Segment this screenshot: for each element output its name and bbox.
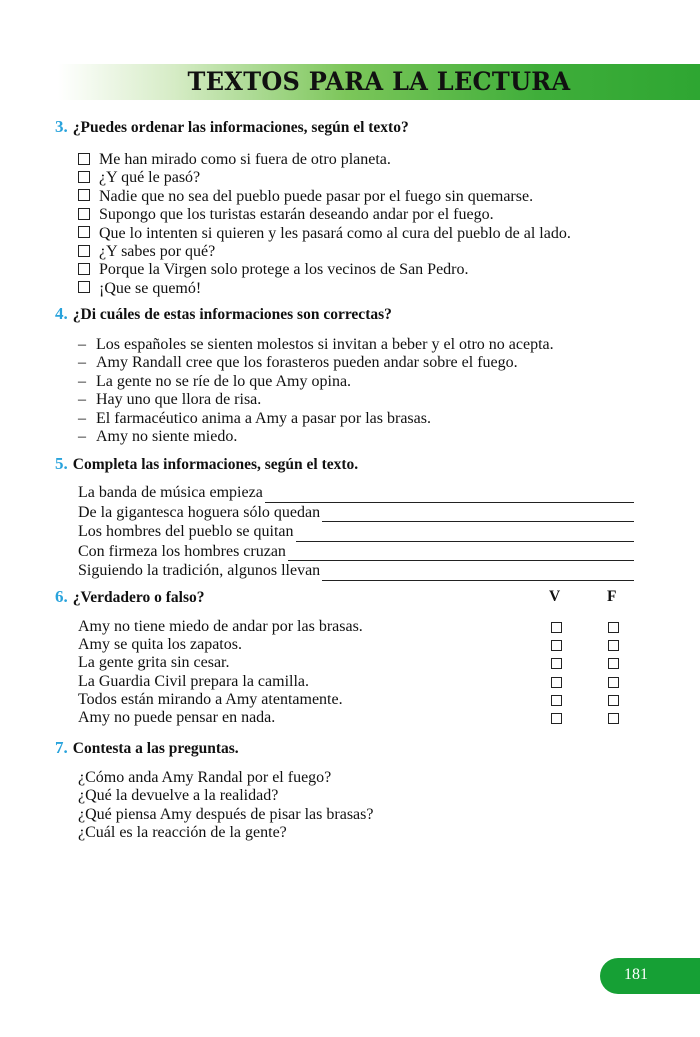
fill-in-row: [78, 503, 634, 523]
question-3: [55, 117, 655, 298]
dash-bullet: –: [78, 409, 86, 427]
list-item: [78, 824, 655, 842]
question-7: [55, 738, 655, 843]
item-text: Supongo que los turistas estarán deseando andar por el fuego.: [99, 206, 494, 224]
true-checkbox[interactable]: [551, 713, 562, 724]
true-false-row: [78, 636, 635, 654]
true-checkbox[interactable]: [551, 658, 562, 669]
item-text: Amy no siente miedo.: [96, 428, 238, 446]
list-item: [78, 769, 655, 787]
list-item: [78, 428, 655, 446]
statement-text: La gente grita sin cesar.: [78, 654, 230, 672]
statement-text: Amy se quita los zapatos.: [78, 636, 242, 654]
question-number: 5.: [55, 454, 68, 473]
answer-line[interactable]: [322, 506, 634, 522]
dash-bullet: –: [78, 372, 86, 390]
checkbox[interactable]: [78, 153, 90, 165]
question-number: 4.: [55, 304, 68, 323]
item-text: La gente no se ríe de lo que Amy opina.: [96, 372, 352, 390]
item-text: ¿Cuál es la reacción de la gente?: [78, 824, 287, 842]
false-checkbox[interactable]: [608, 622, 619, 633]
list-item: [78, 280, 655, 298]
item-text: Amy Randall cree que los forasteros pueden andar sobre el fuego.: [96, 354, 518, 372]
answer-line[interactable]: [288, 545, 634, 561]
question-text: ¿Puedes ordenar las informaciones, según el texto?: [72, 119, 409, 136]
true-checkbox[interactable]: [551, 640, 562, 651]
item-text: Los españoles se sienten molestos si invitan a beber y el otro no acepta.: [96, 336, 554, 353]
item-text: Nadie que no sea del pueblo puede pasar por el fuego sin quemarse.: [99, 187, 534, 205]
answer-line[interactable]: [322, 565, 634, 581]
question-6: [55, 587, 635, 727]
dash-bullet: –: [78, 354, 86, 372]
list-item: [78, 391, 655, 409]
question-5-heading: [55, 454, 655, 475]
list-item: [78, 336, 655, 354]
false-checkbox[interactable]: [608, 713, 619, 724]
question-4-heading: [55, 304, 655, 325]
list-item: [78, 188, 655, 206]
checkbox[interactable]: [78, 208, 90, 220]
question-7-heading: [55, 738, 655, 759]
true-false-row: [78, 654, 635, 672]
false-checkbox[interactable]: [608, 695, 619, 706]
item-text: Que lo intenten si quieren y les pasará como al cura del pueblo de al lado.: [99, 224, 571, 242]
list-item: [78, 151, 655, 169]
question-5: [55, 454, 655, 581]
true-checkbox[interactable]: [551, 622, 562, 633]
item-text: ¿Y sabes por qué?: [99, 243, 216, 261]
question-text: Contesta a las preguntas.: [72, 740, 239, 757]
question-number: 7.: [55, 738, 68, 757]
false-checkbox[interactable]: [608, 658, 619, 669]
false-checkbox[interactable]: [608, 640, 619, 651]
false-checkbox[interactable]: [608, 677, 619, 688]
true-false-row: [78, 673, 635, 691]
true-checkbox[interactable]: [551, 677, 562, 688]
section-header-bar: [58, 64, 700, 100]
list-item: [78, 169, 655, 187]
item-text: Me han mirado como si fuera de otro planeta.: [99, 151, 391, 168]
list-item: [78, 410, 655, 428]
item-text: ¿Cómo anda Amy Randal por el fuego?: [78, 769, 332, 786]
fill-prompt: Los hombres del pueblo se quitan: [78, 523, 294, 540]
statement-text: Todos están mirando a Amy atentamente.: [78, 690, 343, 708]
dash-bullet: –: [78, 336, 86, 353]
true-false-row: [78, 691, 635, 709]
question-3-heading: [55, 117, 655, 138]
page-number-tab: [600, 958, 700, 994]
list-item: [78, 373, 655, 391]
list-item: [78, 261, 655, 279]
true-false-row: [78, 618, 635, 636]
question-text: Completa las informaciones, según el texto.: [72, 456, 359, 473]
true-column-label: V: [549, 588, 561, 605]
question-text: ¿Verdadero o falso?: [72, 589, 205, 606]
question-number: 3.: [55, 117, 68, 136]
page-number: 181: [624, 966, 648, 983]
dash-bullet: –: [78, 428, 86, 446]
question-number: 6.: [55, 587, 68, 606]
fill-prompt: De la gigantesca hoguera sólo quedan: [78, 503, 321, 521]
true-checkbox[interactable]: [551, 695, 562, 706]
statement-text: Amy no puede pensar en nada.: [78, 709, 276, 727]
fill-prompt: Con firmeza los hombres cruzan: [78, 542, 286, 560]
false-column-label: F: [607, 588, 617, 605]
list-item: [78, 243, 655, 261]
answer-line[interactable]: [265, 487, 634, 503]
page-title: TEXTOS PARA LA LECTURA: [187, 67, 571, 96]
item-text: ¿Y qué le pasó?: [99, 169, 201, 187]
item-text: Hay uno que llora de risa.: [96, 391, 262, 409]
checkbox[interactable]: [78, 171, 90, 183]
fill-in-row: [78, 561, 634, 581]
list-item: [78, 787, 655, 805]
item-text: ¡Que se quemó!: [99, 279, 202, 297]
fill-in-row: [78, 522, 634, 542]
list-item: [78, 806, 655, 824]
item-text: Porque la Virgen solo protege a los vecinos de San Pedro.: [99, 261, 469, 279]
checkbox[interactable]: [78, 245, 90, 257]
list-item: [78, 354, 655, 372]
checkbox[interactable]: [78, 281, 90, 293]
item-text: ¿Qué piensa Amy después de pisar las brasas?: [78, 805, 374, 823]
statement-text: La Guardia Civil prepara la camilla.: [78, 672, 310, 690]
question-6-heading: [55, 587, 635, 608]
fill-prompt: Siguiendo la tradición, algunos llevan: [78, 562, 321, 579]
true-false-row: [78, 709, 635, 727]
checkbox[interactable]: [78, 189, 90, 201]
question-4: [55, 304, 655, 446]
list-item: [78, 206, 655, 224]
fill-prompt: La banda de música empieza: [78, 484, 263, 501]
list-item: [78, 225, 655, 243]
checkbox[interactable]: [78, 226, 90, 238]
statement-text: Amy no tiene miedo de andar por las brasas.: [78, 618, 363, 635]
fill-in-row: [78, 542, 634, 562]
checkbox[interactable]: [78, 263, 90, 275]
item-text: ¿Qué la devuelve a la realidad?: [78, 787, 279, 805]
fill-in-row: [78, 483, 634, 503]
question-text: ¿Di cuáles de estas informaciones son correctas?: [72, 306, 392, 323]
item-text: El farmacéutico anima a Amy a pasar por las brasas.: [96, 409, 431, 427]
dash-bullet: –: [78, 391, 86, 409]
answer-line[interactable]: [296, 526, 634, 542]
